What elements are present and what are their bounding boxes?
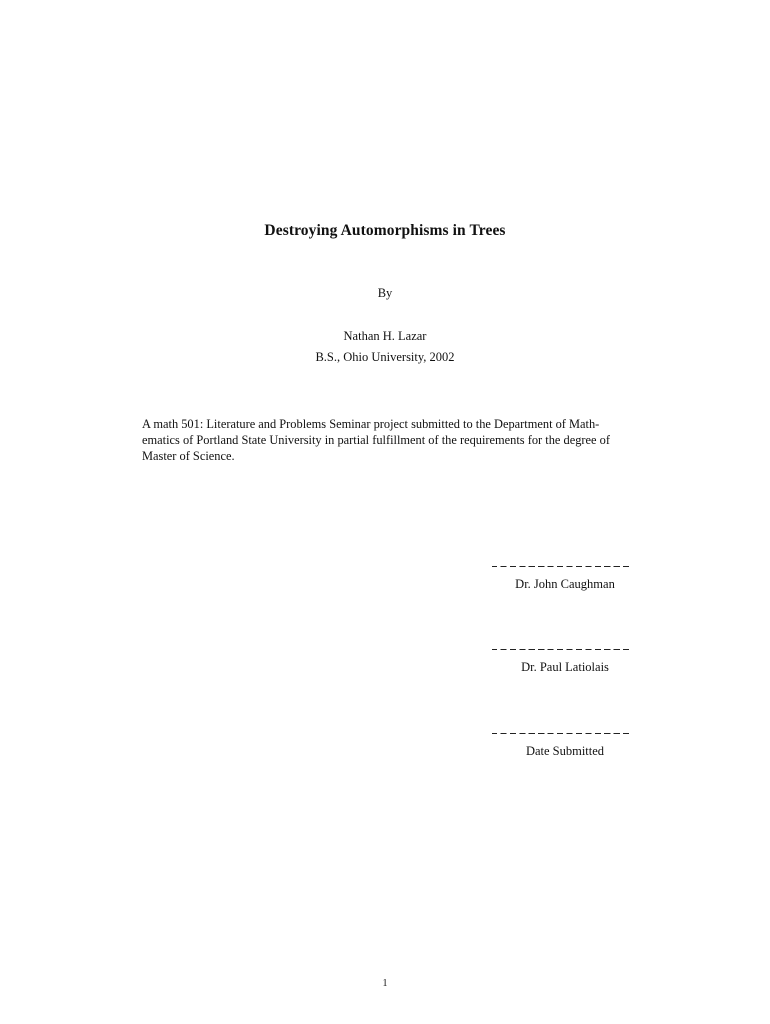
statement-line: Master of Science.: [142, 449, 235, 463]
author-degree: B.S., Ohio University, 2002: [315, 350, 455, 364]
page-number: 1: [382, 978, 388, 989]
signature-block-reader: [492, 649, 630, 675]
signature-name: Dr. Paul Latiolais: [521, 660, 609, 674]
signature-line: [492, 649, 630, 654]
signature-block-date: [492, 733, 630, 759]
signature-line: [492, 566, 630, 571]
by-line: By: [377, 286, 393, 300]
signature-line: [492, 733, 630, 738]
signature-name: Dr. John Caughman: [515, 577, 615, 591]
submission-statement: [142, 416, 630, 464]
statement-line: ematics of Portland State University in partial fulfillment of the requirements for the degree of: [142, 433, 610, 447]
author-name: Nathan H. Lazar: [343, 329, 427, 343]
signature-block-advisor: [492, 566, 630, 592]
statement-line: A math 501: Literature and Problems Seminar project submitted to the Department of Math-: [142, 417, 600, 431]
document-title: Destroying Automorphisms in Trees: [264, 222, 506, 239]
signature-name: Date Submitted: [525, 744, 605, 758]
